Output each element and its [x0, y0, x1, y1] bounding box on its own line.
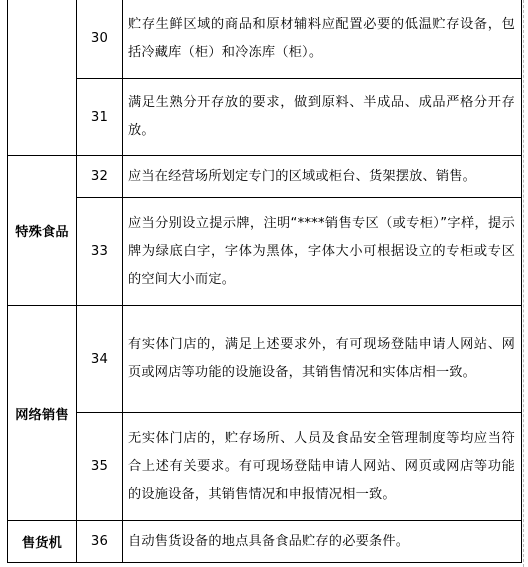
- item-number: 36: [77, 521, 123, 563]
- table-row: [8, 521, 522, 563]
- table-row: [8, 306, 522, 413]
- item-number: 34: [77, 306, 123, 413]
- requirement-text: 无实体门店的，贮存场所、人员及食品安全管理制度等均应当符合上述有关要求。有可现场登陆申请人网站、网页或网店等功能的设施设备，其销售情况和申报情况相一致。: [123, 413, 522, 521]
- category-cell: [8, 0, 77, 156]
- requirement-text: 应当分别设立提示牌，注明“****销售专区（或专柜）”字样，提示牌为绿底白字，字体为黑体，字体大小可根据设立的专柜或专区的空间大小而定。: [123, 198, 522, 306]
- category-cell: 网络销售: [8, 306, 77, 521]
- category-cell: 特殊食品: [8, 156, 77, 306]
- item-number: 32: [77, 156, 123, 198]
- requirement-text: 满足生熟分开存放的要求，做到原料、半成品、成品严格分开存放。: [123, 79, 522, 156]
- item-number: 31: [77, 79, 123, 156]
- requirement-text: 应当在经营场所划定专门的区域或柜台、货架摆放、销售。: [123, 156, 522, 198]
- category-cell: 售货机: [8, 521, 77, 563]
- requirement-text: 贮存生鲜区域的商品和原材辅料应配置必要的低温贮存设备，包括冷藏库（柜）和冷冻库（柜）。: [123, 0, 522, 79]
- item-number: 30: [77, 0, 123, 79]
- requirement-text: 有实体门店的，满足上述要求外，有可现场登陆申请人网站、网页或网店等功能的设施设备，其销售情况和实体店相一致。: [123, 306, 522, 413]
- item-number: 33: [77, 198, 123, 306]
- requirement-text: 自动售货设备的地点具备食品贮存的必要条件。: [123, 521, 522, 563]
- table-row: [8, 0, 522, 79]
- table-row: [8, 79, 522, 156]
- item-number: 35: [77, 413, 123, 521]
- page-edge-divider: [523, 0, 524, 567]
- table-row: [8, 156, 522, 198]
- table-row: [8, 198, 522, 306]
- table-row: [8, 413, 522, 521]
- requirements-table: [7, 0, 522, 563]
